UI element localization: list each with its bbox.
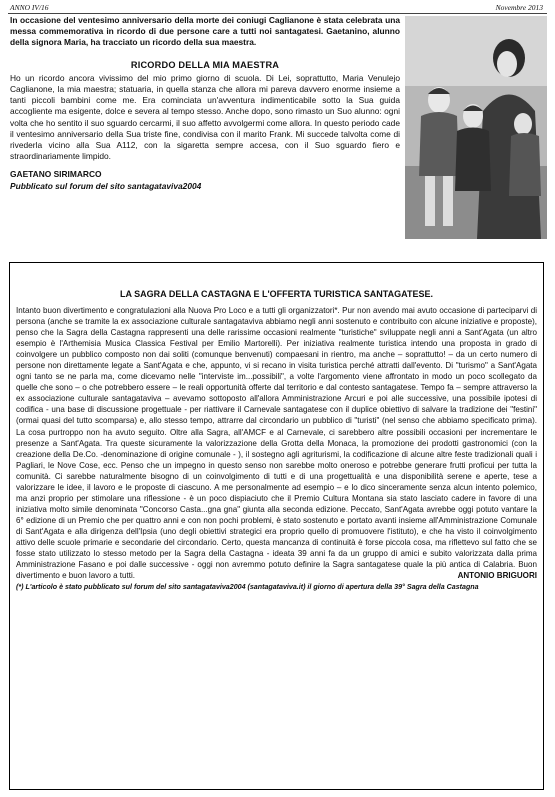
article-title: RICORDO DELLA MIA MAESTRA [130,59,280,70]
box-article-text: Intanto buon divertimento e congratulazioni alla Nuova Pro Loco e a tutti gli organizzatori*. Pur non avendo mai avuto occasione di parteciparvi di persona (anche se tramite la ex associazione culturale santagataviva abbiamo negli anni sostenuto e contribuito con alcune iniziative e proposte), penso che la Sagra della Castagna rappresenti una delle rarissime occasioni realmente "turistiche" sviluppate negli anni a Sant'Agata (un altro esempio è l'Arthemisia Musica Classica Festival per Emilio Martorelli). Per iniziativa realmente turistica intendo una proposta in grado di coinvolgere un pubblico composto non dai soliti (comunque benvenuti) compaesani in rientro, ma anche – soprattutto! – da un certo numero di persone non direttamente legate a Sant'Agata e che, appunto, vi si recano in visita turistica perché attratti dall'evento. Di "turismo" a Sant'Agata ogni tanto se ne parla ma, come dicevamo nelle "interviste im...possibili", a volte l'argomento viene affrontato in modo un poco scollegato da quelle che sono – o che potrebbero essere – le reali opportunità offerte dal territorio e dal contesto santagatese. Tempo fa – sempre attraverso la ex associazione culturale santagataviva – avevamo sottoposto all'allora Amministrazione Arcuri e poi alle successive, una possibile ipotesi di codifica - una base di discussione progettuale - per riattivare il Carnevale santagatese con il duplice obiettivo di salvare la tradizione dei "festini" (ormai quasi del tutto scomparsa) e, allo stesso tempo, attrarre dal circondario un pubblico di "turisti" (nel senso che abbiamo specificato prima). La cosa purtroppo non ha avuto seguito. Oltre alla Sagra, all'AMCF e al Carnevale, ci sarebbero altre possibili occasioni per incrementare le presenze a Sant'Agata. Tra queste sicuramente la valorizzazione della Grotta della Monaca, la promozione dei prodotti gastronomici (con la creazione della De.Co. -denominazione di origine comunale - ), il sostegno agli agriturismi, la codificazione di alcune altre feste tradizionali quali i Pagliari, le Nove Cose, ecc. Penso che un impegno in questo senso non sarebbe molto oneroso e potrebbe generare frutti proficui per tutta la comunità. Ci sarebbe naturalmente bisogno di un coinvolgimento di tutti e di una progettualità e una disponibilità serene e aperte, tese a valorizzare le idee, il lavoro e le proposte di ciascuno. A me personalmente ad esempio – e lo dico sinceramente senza alcun intento polemico, ma anzi proprio per stimolare una riflessione - è un poco dispiaciuto che il Premio Cultura Montana sia stato lasciato cadere in favore di una iniziativa molto simile denominata "Concorso Casta...gna gna" giunta alla seconda edizione. Peccato, Sant'Agata avrebbe oggi potuto vantare la 6° edizione di un Premio che per quattro anni e con non pochi problemi, è stato sostenuto e portato avanti insieme all'Amministrazione Comunale di Sant'Agata e alla dirigenza dell'Ipsia (uno degli obiettivi strategici era proprio quello di promuovere l'istituto), e che ha visto il coinvolgimento attivo delle scuole primarie e secondarie del circondario. Certo, questa mancanza di continuità è forse piccola cosa, ma riflettevo sul fatto che se fosse stato utilizzato lo stesso metodo per la Sagra della Castagna - ideata 39 anni fa da un gruppo di amici e subito valorizzata dalla prima Amministrazione Fasano e poi dalle successive - oggi non avremmo potuto definire la Sagra santagatese quale la più antica di Calabria. Buon divertimento e buon lavoro a tutti. [16,306,537,581]
article-source: Pubblicato sul forum del sito santagataviva2004 [10,180,202,191]
top-article [10,15,400,192]
box-article-author: ANTONIO BRIGUORI [457,571,537,581]
issue-number: ANNO IV/16 [10,3,49,12]
box-article-footnote: (*) L'articolo è stato pubblicato sul forum del sito santagataviva2004 (santagataviva.it) il giorno di apertura della 39° Sagra della Castagna [16,583,479,592]
family-photo [405,16,547,239]
chestnut-festival-box [9,262,544,790]
article-body: Ho un ricordo ancora vivissimo del mio primo giorno di scuola. Di Lei, soprattutto, Maria Venulejo Caglianone, la mia maestra; statuaria, in quella stanza che allora mi pareva davvero enorme insieme a tanti piccoli bambini come me. Era cominciata un'avventura indimenticabile sotto la Sua guida accogliente ma esigente, dolce e severa al tempo stesso. Anche dopo, sono rimasto un Suo alunno: ogni volta che ho sentito il suo sguardo cercarmi, il suo affetto avvolgermi come allora. In questo periodo cade il ventesimo anniversario della Sua triste fine, condivisa con il marito Frank. Mi succede talvolta come di rivederla vicino alla Sua A112, con la sigaretta sempre accesa, con il Suo sguardo fiero e straordinariamente limpido. [10,72,400,162]
box-article-title: LA SAGRA DELLA CASTAGNA E L'OFFERTA TURISTICA SANTAGATESE. [120,289,433,299]
family-photo-image [405,16,547,239]
page-header [8,3,547,14]
article-author: GAETANO SIRIMARCO [10,169,102,180]
box-article-body [16,297,537,581]
article-intro: In occasione del ventesimo anniversario della morte dei coniugi Caglianone è stata celebrata una messa commemorativa in ricordo di due persone care a tutti noi santagatesi. Gaetanino, alunno della signora Maria, ha tracciato un ricordo della sua maestra. [10,15,400,48]
issue-date: Novembre 2013 [495,3,543,12]
